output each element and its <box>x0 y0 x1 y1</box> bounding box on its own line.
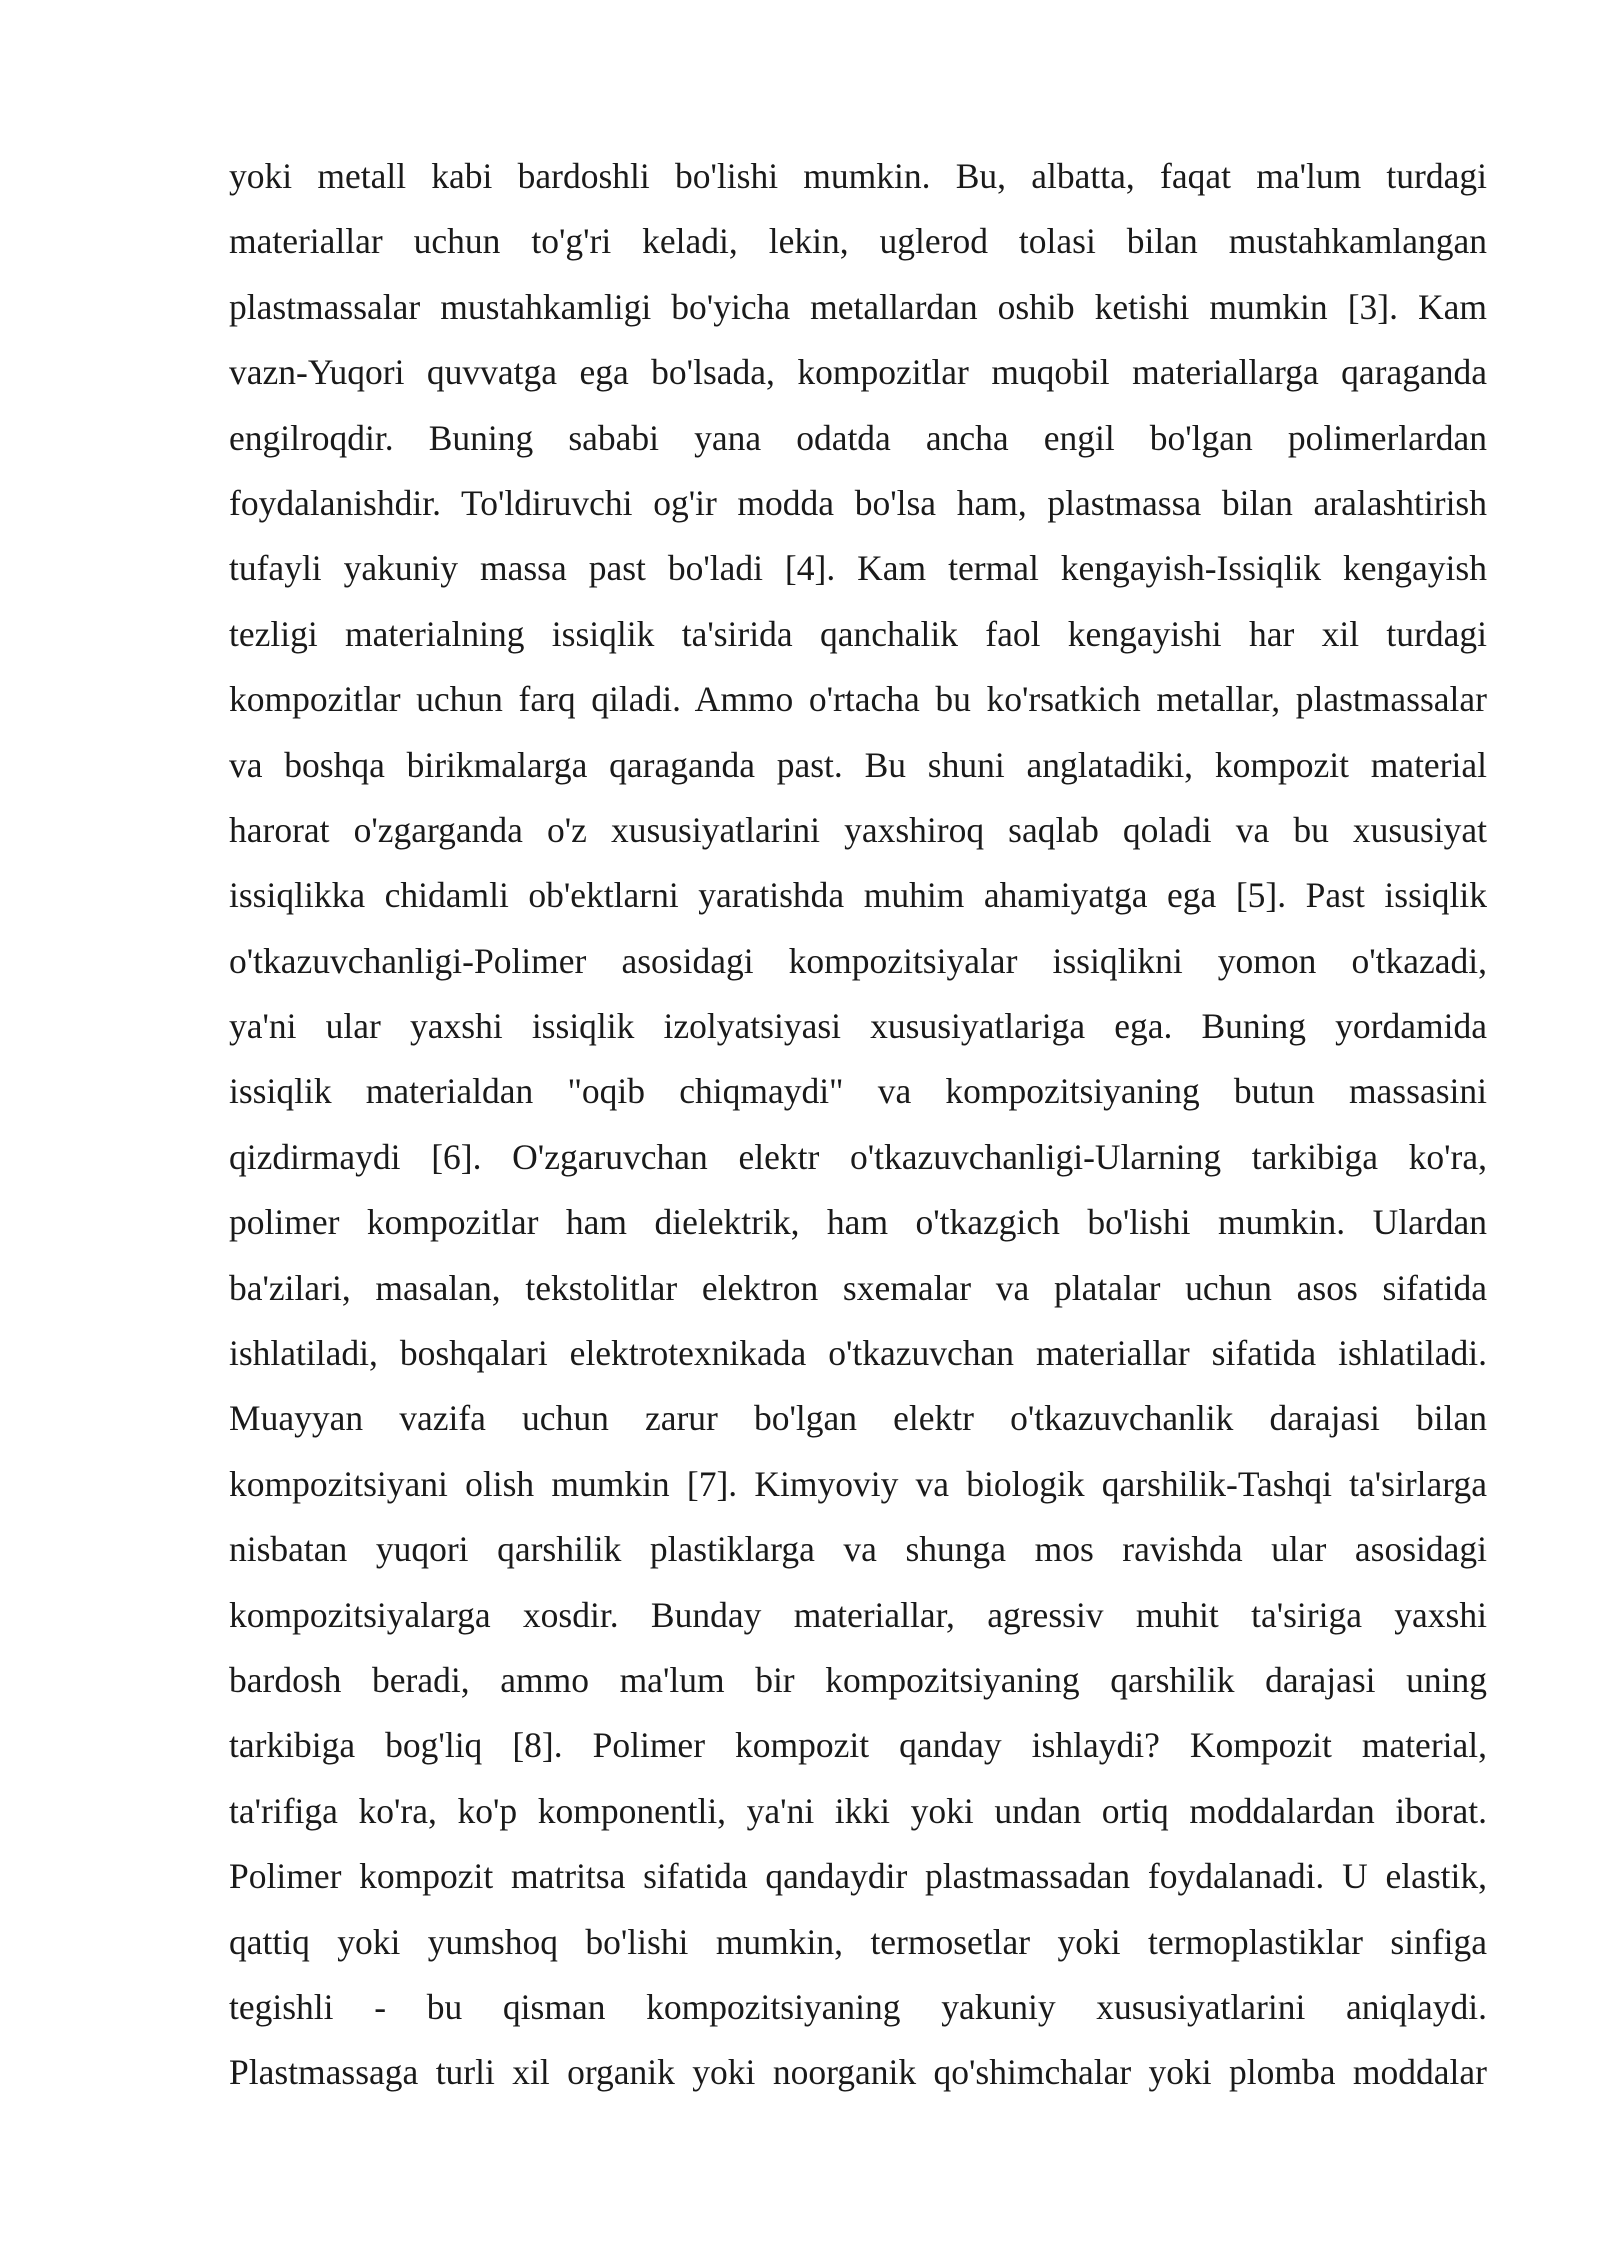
text-line: kompozitsiyalarga xosdir. Bunday materiallar, agressiv muhit ta'siriga yaxshi <box>229 1594 1487 1635</box>
text-line: Plastmassaga turli xil organik yoki noorganik qo'shimchalar yoki plomba moddalar <box>229 2052 1487 2093</box>
text-line: ishlatiladi, boshqalari elektrotexnikada o'tkazuvchan materiallar sifatida ishlatiladi. <box>229 1333 1487 1374</box>
text-line: foydalanishdir. To'ldiruvchi og'ir modda bo'lsa ham, plastmassa bilan aralashtirish <box>229 482 1487 523</box>
body-paragraph <box>229 144 1487 2106</box>
text-line: tufayli yakuniy massa past bo'ladi [4]. Kam termal kengayish-Issiqlik kengayish <box>229 548 1487 589</box>
text-line: ba'zilari, masalan, tekstolitlar elektron sxemalar va platalar uchun asos sifatida <box>229 1267 1487 1308</box>
text-line: polimer kompozitlar ham dielektrik, ham o'tkazgich bo'lishi mumkin. Ulardan <box>229 1202 1487 1243</box>
text-line: yoki metall kabi bardoshli bo'lishi mumkin. Bu, albatta, faqat ma'lum turdagi <box>229 156 1487 196</box>
text-line: va boshqa birikmalarga qaraganda past. Bu shuni anglatadiki, kompozit material <box>229 744 1487 785</box>
text-line: nisbatan yuqori qarshilik plastiklarga va shunga mos ravishda ular asosidagi <box>229 1529 1487 1570</box>
text-line: ya'ni ular yaxshi issiqlik izolyatsiyasi xususiyatlariga ega. Buning yordamida <box>229 1006 1487 1047</box>
text-line: issiqlikka chidamli ob'ektlarni yaratishda muhim ahamiyatga ega [5]. Past issiqlik <box>229 875 1487 916</box>
text-line: qizdirmaydi [6]. O'zgaruvchan elektr o'tkazuvchanligi-Ularning tarkibiga ko'ra, <box>229 1136 1487 1177</box>
text-line: plastmassalar mustahkamligi bo'yicha metallardan oshib ketishi mumkin [3]. Kam <box>229 286 1487 327</box>
text-line: harorat o'zgarganda o'z xususiyatlarini yaxshiroq saqlab qoladi va bu xususiyat <box>229 809 1487 850</box>
text-line: Muayyan vazifa uchun zarur bo'lgan elektr o'tkazuvchanlik darajasi bilan <box>229 1398 1487 1439</box>
text-line: o'tkazuvchanligi-Polimer asosidagi kompozitsiyalar issiqlikni yomon o'tkazadi, <box>229 940 1487 981</box>
text-line: tarkibiga bog'liq [8]. Polimer kompozit qanday ishlaydi? Kompozit material, <box>229 1725 1487 1766</box>
text-line: ta'rifiga ko'ra, ko'p komponentli, ya'ni ikki yoki undan ortiq moddalardan iborat. <box>229 1790 1487 1831</box>
text-line: vazn-Yuqori quvvatga ega bo'lsada, kompozitlar muqobil materiallarga qaraganda <box>229 352 1487 393</box>
text-line: materiallar uchun to'g'ri keladi, lekin, uglerod tolasi bilan mustahkamlangan <box>229 221 1487 262</box>
text-line: engilroqdir. Buning sababi yana odatda ancha engil bo'lgan polimerlardan <box>229 417 1487 458</box>
text-line: tegishli - bu qisman kompozitsiyaning yakuniy xususiyatlarini aniqlaydi. <box>229 1986 1487 2027</box>
text-line: bardosh beradi, ammo ma'lum bir kompozitsiyaning qarshilik darajasi uning <box>229 1659 1487 1700</box>
text-line: kompozitlar uchun farq qiladi. Ammo o'rtacha bu ko'rsatkich metallar, plastmassalar <box>229 679 1487 720</box>
text-line: qattiq yoki yumshoq bo'lishi mumkin, termosetlar yoki termoplastiklar sinfiga <box>229 1921 1487 1962</box>
text-line: tezligi materialning issiqlik ta'sirida qanchalik faol kengayishi har xil turdagi <box>229 613 1487 654</box>
text-line: kompozitsiyani olish mumkin [7]. Kimyoviy va biologik qarshilik-Tashqi ta'sirlarga <box>229 1463 1487 1504</box>
text-line: issiqlik materialdan "oqib chiqmaydi" va kompozitsiyaning butun massasini <box>229 1071 1487 1112</box>
text-line: Polimer kompozit matritsa sifatida qandaydir plastmassadan foydalanadi. U elastik, <box>229 1856 1487 1897</box>
